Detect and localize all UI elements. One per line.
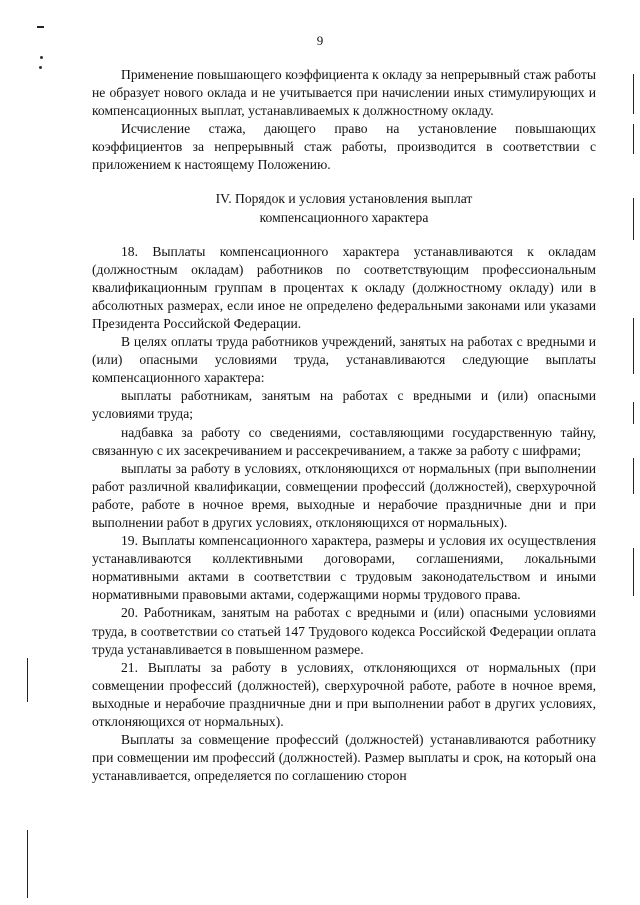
scan-edge-line-right bbox=[633, 124, 634, 154]
section-heading bbox=[92, 189, 596, 227]
scan-mark-top-left bbox=[37, 26, 44, 28]
document-body bbox=[92, 66, 596, 785]
paragraph: выплаты за работу в условиях, отклоняющихся от нормальных (при выполнении работ различной квалификации, совмещении профессий (должностей), сверхурочной работе, работе в ночное время, выходные и нерабочие праздничные дни и при выполнении работ в других условиях, отклоняющихся от нормальных). bbox=[92, 460, 596, 530]
scan-edge-line-right bbox=[633, 458, 634, 494]
scan-edge-line-right bbox=[633, 402, 634, 424]
scan-edge-line-right bbox=[633, 548, 634, 596]
scan-edge-line-right bbox=[633, 74, 634, 114]
paragraph: В целях оплаты труда работников учреждений, занятых на работах с вредными и (или) опасными условиями труда, устанавливаются следующие выплаты компенсационного характера: bbox=[92, 334, 596, 386]
scan-edge-line-right bbox=[633, 318, 634, 374]
paragraph: 19. Выплаты компенсационного характера, размеры и условия их осуществления устанавливаются коллективными договорами, соглашениями, локальными нормативными актами в соответствии с трудовым законодательством и иными нормативными правовыми актами, содержащими нормы трудового права. bbox=[92, 533, 596, 603]
paragraph: надбавка за работу со сведениями, составляющими государственную тайну, связанную с их засекречиванием и рассекречиванием, а также за работу с шифрами; bbox=[92, 424, 596, 458]
scan-edge-line-left bbox=[27, 830, 28, 898]
scan-dot-left bbox=[39, 66, 42, 69]
section-heading-line: компенсационного характера bbox=[259, 209, 429, 225]
scan-edge-line-left bbox=[27, 658, 28, 702]
paragraph: выплаты работникам, занятым на работах с вредными и (или) опасными условиями труда; bbox=[92, 388, 596, 422]
scan-edge-line-right bbox=[633, 198, 634, 240]
paragraph: 20. Работникам, занятым на работах с вредными и (или) опасными условиями труда, в соответствии со статьей 147 Трудового кодекса Российской Федерации оплата труда устанавливается в повышенном размере. bbox=[92, 605, 596, 657]
paragraph: Исчисление стажа, дающего право на установление повышающих коэффициентов за непрерывный стаж работы, производится в соответствии с приложением к настоящему Положению. bbox=[92, 121, 596, 173]
paragraph: 18. Выплаты компенсационного характера устанавливаются к окладам (должностным окладам) работников по соответствующим профессиональным квалификационным группам в процентах к окладу (должностному окладу) или в абсолютных размерах, если иное не определено федеральными законами или указами Президента Российской Федерации. bbox=[92, 243, 596, 331]
paragraph: Применение повышающего коэффициента к окладу за непрерывный стаж работы не образует нового оклада и не учитывается при начислении иных стимулирующих и компенсационных выплат, устанавливаемых к должностному окладу. bbox=[92, 67, 596, 119]
paragraph: Выплаты за совмещение профессий (должностей) устанавливаются работнику при совмещении им профессий (должностей). Размер выплаты и срок, на который она устанавливается, определяется по соглашению сторон bbox=[92, 732, 596, 784]
section-heading-line: IV. Порядок и условия установления выплат bbox=[215, 190, 473, 206]
scan-dot-left bbox=[40, 56, 43, 59]
paragraph: 21. Выплаты за работу в условиях, отклоняющихся от нормальных (при совмещении профессий (должностей), сверхурочной работе, работе в ночное время, выходные и нерабочие праздничные дни и при выполнении работ в других условиях, отклоняющихся от нормальных). bbox=[92, 659, 596, 729]
page-number: 9 bbox=[316, 33, 324, 48]
